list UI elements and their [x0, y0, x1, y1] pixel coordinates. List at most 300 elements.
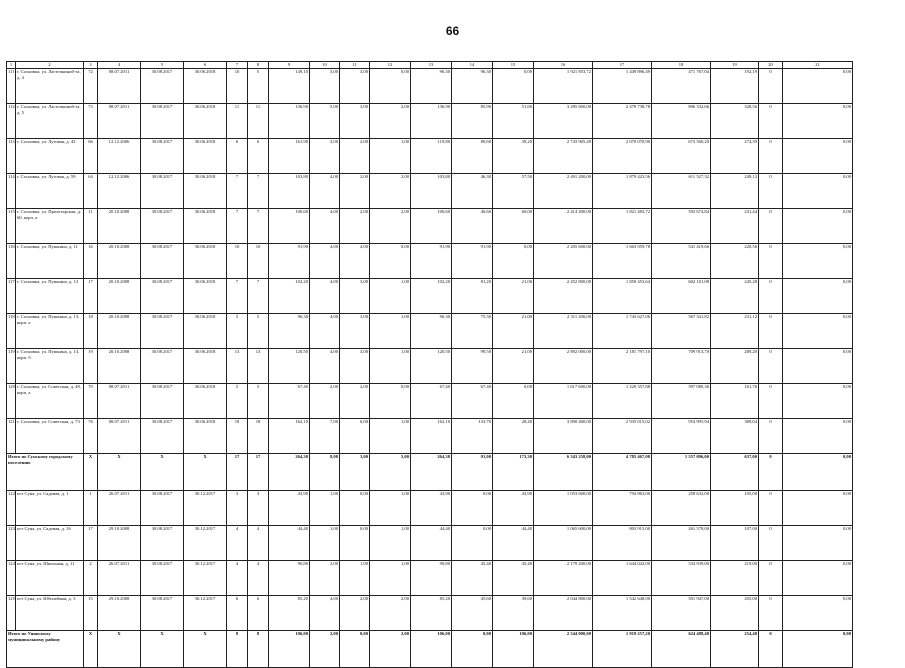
table-cell: 85,20: [269, 596, 310, 631]
table-cell: 51,60: [493, 104, 534, 139]
table-cell: 46,30: [452, 174, 493, 209]
table-cell: 67,40: [411, 384, 452, 419]
table-cell: 1 542 648,00: [593, 596, 652, 631]
table-cell: 1,00: [370, 349, 411, 384]
table-cell: 80,60: [452, 139, 493, 174]
table-row: [7, 69, 853, 104]
table-cell: 149,10: [269, 69, 310, 104]
table-cell: 637,00: [711, 454, 759, 491]
table-cell: 0,00: [340, 526, 370, 561]
table-cell: 43,90: [269, 491, 310, 526]
table-cell: 0,00: [783, 349, 853, 384]
table-cell: 397 080,36: [652, 384, 711, 419]
table-cell: X: [98, 454, 141, 491]
table-cell: 602 101,08: [652, 279, 711, 314]
table-cell: 2,00: [340, 209, 370, 244]
table-cell: 96,30: [411, 69, 452, 104]
table-cell: 389,04: [711, 419, 759, 454]
table-cell: 85,90: [452, 104, 493, 139]
table-cell: 30.06.2018: [184, 174, 227, 209]
table-cell: 0: [759, 279, 783, 314]
table-cell: 5,00: [310, 104, 340, 139]
column-number: 16: [534, 62, 593, 69]
table-cell: 19: [84, 349, 98, 384]
total-label: Итого по Унинскому муниципальному району: [7, 631, 84, 668]
table-cell: 16: [84, 244, 98, 279]
table-cell: 0,00: [340, 631, 370, 668]
table-cell: 2,00: [340, 174, 370, 209]
table-cell: 567 341,82: [652, 314, 711, 349]
table-cell: 161,76: [711, 384, 759, 419]
table-cell: 1 449 896,49: [593, 69, 652, 104]
total-label: Итого по Сунскому городскому поселению: [7, 454, 84, 491]
table-cell: 0,00: [370, 69, 411, 104]
address-cell: г. Сосновка, ул. Пушкина, д. 13, корп. б: [16, 349, 84, 384]
table-cell: 4: [227, 526, 248, 561]
table-cell: 75,30: [452, 314, 493, 349]
table-row: [7, 244, 853, 279]
table-cell: 2 892 000,00: [534, 349, 593, 384]
table-cell: X: [141, 631, 184, 668]
page-number: 66: [445, 24, 460, 38]
table-cell: 85,20: [411, 596, 452, 631]
table-cell: 1 053 600,00: [534, 491, 593, 526]
table-cell: 96,30: [452, 69, 493, 104]
table-cell: 90,80: [411, 561, 452, 596]
table-cell: 2: [84, 561, 98, 596]
table-cell: 4: [248, 526, 269, 561]
table-cell: 4,00: [340, 244, 370, 279]
address-cell: пгт Суна, ул. Садовая, д. 16: [16, 526, 84, 561]
column-number: 15: [493, 62, 534, 69]
table-cell: 45,60: [452, 596, 493, 631]
table-row: [7, 174, 853, 209]
table-cell: 8: [248, 631, 269, 668]
table-cell: 6 343 258,00: [534, 454, 593, 491]
table-cell: 08.07.2011: [98, 104, 141, 139]
table-cell: 1 879 423,56: [593, 174, 652, 209]
address-cell: г. Сосновка, ул. Советская, д. 48, корп. а: [16, 384, 84, 419]
table-cell: 118: [7, 314, 16, 349]
column-number: 10: [310, 62, 340, 69]
table-cell: 6: [248, 596, 269, 631]
table-cell: 0: [759, 244, 783, 279]
table-cell: 90,80: [269, 561, 310, 596]
table-cell: 12.12.2006: [98, 174, 141, 209]
table-cell: 0,00: [783, 454, 853, 491]
table-cell: 30.06.2018: [184, 69, 227, 104]
table-cell: 17: [84, 526, 98, 561]
table-cell: 0: [759, 631, 783, 668]
table-cell: 102,20: [411, 279, 452, 314]
table-cell: 0: [759, 209, 783, 244]
total-row: [7, 454, 853, 491]
table-cell: 0,00: [452, 526, 493, 561]
table-row: [7, 561, 853, 596]
table-cell: 67,40: [452, 384, 493, 419]
table-cell: 3,00: [340, 314, 370, 349]
table-cell: X: [98, 631, 141, 668]
table-cell: 102,20: [269, 279, 310, 314]
table-cell: 0: [759, 349, 783, 384]
table-cell: 60,00: [493, 209, 534, 244]
table-row: [7, 526, 853, 561]
table-cell: 0,00: [783, 631, 853, 668]
table-cell: 20.10.2008: [98, 279, 141, 314]
table-cell: 0,00: [783, 491, 853, 526]
table-cell: 7,00: [310, 419, 340, 454]
address-cell: г. Сосновка, ул. Ласточкиной-та, д. 4: [16, 69, 84, 104]
table-cell: 1,00: [370, 139, 411, 174]
table-cell: 1 220 357,88: [593, 384, 652, 419]
table-cell: 30.08.2017: [141, 349, 184, 384]
table-cell: 39,20: [493, 139, 534, 174]
address-cell: пгт Суна, ул. Юбилейная, д. 3: [16, 596, 84, 631]
table-cell: 0: [759, 419, 783, 454]
table-cell: 3,00: [340, 104, 370, 139]
table-cell: 18: [248, 419, 269, 454]
table-row: [7, 314, 853, 349]
table-cell: 117: [7, 279, 16, 314]
table-cell: 0: [759, 454, 783, 491]
table-cell: 21,00: [493, 349, 534, 384]
address-cell: пгт Суна, ул. Школьная, д. 11: [16, 561, 84, 596]
table-cell: 91,90: [269, 244, 310, 279]
table-cell: 2 414 400,00: [534, 209, 593, 244]
table-cell: 2,00: [370, 174, 411, 209]
column-number: 14: [452, 62, 493, 69]
table-cell: 2 935 015,02: [593, 419, 652, 454]
table-cell: 114: [7, 174, 16, 209]
table-cell: 125: [7, 596, 16, 631]
table-cell: 1,00: [310, 491, 340, 526]
column-number: 18: [652, 62, 711, 69]
table-cell: 30.12.2017: [184, 526, 227, 561]
address-cell: г. Сосновка, ул. Пушкина, д. 11: [16, 244, 84, 279]
column-number: 4: [98, 62, 141, 69]
table-cell: 2 743 905,49: [534, 139, 593, 174]
table-cell: 57,50: [493, 174, 534, 209]
table-cell: 1 743 627,06: [593, 314, 652, 349]
table-cell: 103,80: [269, 174, 310, 209]
table-cell: 0,00: [493, 244, 534, 279]
table-cell: 264,30: [269, 454, 310, 491]
table-cell: 794 863,00: [593, 491, 652, 526]
address-cell: г. Сосновка, ул. Советская, д. 73: [16, 419, 84, 454]
table-cell: 4 785 467,00: [593, 454, 652, 491]
table-cell: 0,00: [783, 561, 853, 596]
table-row: [7, 384, 853, 419]
table-row: [7, 419, 853, 454]
table-cell: 2 205 600,00: [534, 244, 593, 279]
table-cell: 4,00: [310, 174, 340, 209]
table-cell: 2 181 797,10: [593, 349, 652, 384]
table-cell: 2,00: [370, 209, 411, 244]
table-cell: 2,00: [370, 631, 411, 668]
table-cell: 30.06.2018: [184, 139, 227, 174]
column-number: 7: [227, 62, 248, 69]
table-cell: 17: [248, 454, 269, 491]
table-cell: 3 285 600,00: [534, 104, 593, 139]
column-number: 17: [593, 62, 652, 69]
table-cell: 4,00: [310, 596, 340, 631]
table-cell: 1 663 959,78: [593, 244, 652, 279]
table-cell: 258 632,00: [652, 491, 711, 526]
table-cell: 120,50: [411, 349, 452, 384]
table-cell: 0,00: [783, 174, 853, 209]
table-cell: 2,00: [370, 596, 411, 631]
table-cell: 1,00: [340, 561, 370, 596]
address-cell: пгт Суна, ул. Садовая, д. 1: [16, 491, 84, 526]
table-cell: 7: [248, 279, 269, 314]
address-cell: г. Сосновка, ул. Луговая, д. 59: [16, 174, 84, 209]
table-cell: 249,12: [711, 174, 759, 209]
table-cell: 0: [759, 69, 783, 104]
table-cell: 5,00: [370, 454, 411, 491]
table-cell: 30.08.2017: [141, 596, 184, 631]
table-row: [7, 596, 853, 631]
table-cell: 10: [227, 244, 248, 279]
table-cell: 1 919 257,20: [593, 631, 652, 668]
address-cell: г. Сосновка, ул. Луговая, д. 43: [16, 139, 84, 174]
table-cell: 2 544 000,00: [534, 631, 593, 668]
table-cell: 231,12: [711, 314, 759, 349]
table-cell: 10: [227, 69, 248, 104]
table-cell: 241,44: [711, 209, 759, 244]
table-cell: 30.06.2018: [184, 349, 227, 384]
table-cell: 3,00: [310, 69, 340, 104]
table-cell: 26.07.2011: [98, 491, 141, 526]
table-cell: 624 488,40: [652, 631, 711, 668]
column-number: 1: [7, 62, 16, 69]
table-cell: 7: [227, 209, 248, 244]
data-table: [6, 61, 853, 668]
table-cell: X: [84, 454, 98, 491]
table-cell: 162,10: [411, 419, 452, 454]
table-cell: 1,00: [370, 314, 411, 349]
table-cell: 954 995,94: [652, 419, 711, 454]
table-cell: 136,90: [269, 104, 310, 139]
table-cell: 501 947,00: [652, 596, 711, 631]
table-cell: 261 578,00: [652, 526, 711, 561]
table-cell: 2,00: [310, 561, 340, 596]
table-cell: 30.06.2018: [184, 279, 227, 314]
table-cell: 18: [227, 419, 248, 454]
table-cell: 4,00: [310, 209, 340, 244]
table-cell: 1 850 453,64: [593, 279, 652, 314]
table-cell: 6: [248, 139, 269, 174]
table-cell: 0,00: [783, 279, 853, 314]
table-cell: 2 452 800,00: [534, 279, 593, 314]
table-cell: 72: [84, 69, 98, 104]
table-cell: 20.10.2008: [98, 244, 141, 279]
table-cell: 3,00: [340, 69, 370, 104]
table-cell: 3,00: [340, 454, 370, 491]
table-cell: 161,90: [269, 139, 310, 174]
table-cell: 0: [759, 491, 783, 526]
table-cell: 673 560,20: [652, 139, 711, 174]
table-cell: 2,00: [310, 631, 340, 668]
table-cell: 44,40: [269, 526, 310, 561]
column-number: 6: [184, 62, 227, 69]
table-cell: 219,00: [711, 561, 759, 596]
table-cell: 1,00: [310, 526, 340, 561]
column-number: 13: [411, 62, 452, 69]
table-cell: 08.07.2011: [98, 69, 141, 104]
table-row: [7, 349, 853, 384]
table-cell: 122: [7, 491, 16, 526]
table-cell: 0,00: [783, 596, 853, 631]
table-cell: 112: [7, 104, 16, 139]
table-cell: 264,30: [411, 454, 452, 491]
table-cell: 120,50: [269, 349, 310, 384]
column-number: 21: [783, 62, 853, 69]
table-cell: 43,90: [411, 491, 452, 526]
table-cell: 3 890 400,00: [534, 419, 593, 454]
table-cell: 4,00: [310, 314, 340, 349]
table-cell: 99,50: [452, 349, 493, 384]
table-cell: 0: [759, 314, 783, 349]
table-cell: 0,00: [783, 384, 853, 419]
table-cell: 2,00: [340, 384, 370, 419]
table-cell: 44,40: [411, 526, 452, 561]
table-cell: 611 527,32: [652, 174, 711, 209]
table-cell: 3: [227, 491, 248, 526]
table-cell: 70: [84, 384, 98, 419]
table-cell: X: [84, 631, 98, 668]
table-cell: 30.08.2017: [141, 244, 184, 279]
table-cell: 30.12.2017: [184, 561, 227, 596]
table-cell: 30.08.2017: [141, 209, 184, 244]
table-cell: 30.08.2017: [141, 561, 184, 596]
table-cell: 96,30: [269, 314, 310, 349]
table-cell: 2 311 200,00: [534, 314, 593, 349]
table-cell: 1 617 600,00: [534, 384, 593, 419]
table-cell: 2 070 070,90: [593, 139, 652, 174]
column-number: 3: [84, 62, 98, 69]
table-cell: 4,00: [310, 244, 340, 279]
table-cell: 6,00: [340, 419, 370, 454]
table-row: [7, 139, 853, 174]
table-cell: 08.07.2011: [98, 419, 141, 454]
table-cell: 81,20: [452, 279, 493, 314]
table-cell: 21,00: [493, 279, 534, 314]
table-cell: 11: [84, 209, 98, 244]
column-number: 8: [248, 62, 269, 69]
address-cell: г. Сосновка, ул. Ласточкиной-та, д. 5: [16, 104, 84, 139]
table-row: [7, 209, 853, 244]
table-cell: 64: [84, 174, 98, 209]
table-cell: 709 913,70: [652, 349, 711, 384]
table-cell: 106,00: [493, 631, 534, 668]
table-cell: 30.06.2018: [184, 244, 227, 279]
table-cell: 0,00: [493, 384, 534, 419]
table-cell: 21,00: [493, 314, 534, 349]
table-cell: 73: [84, 104, 98, 139]
table-cell: 5: [248, 314, 269, 349]
table-cell: 107,00: [711, 526, 759, 561]
table-cell: 173,30: [493, 454, 534, 491]
table-cell: 0: [759, 526, 783, 561]
table-cell: 0,00: [783, 314, 853, 349]
table-cell: 1,00: [370, 561, 411, 596]
table-cell: 0,00: [370, 384, 411, 419]
table-cell: 30.08.2017: [141, 174, 184, 209]
table-cell: 6: [227, 139, 248, 174]
table-cell: 592 674,84: [652, 209, 711, 244]
table-cell: 12.12.2006: [98, 139, 141, 174]
table-cell: 7: [227, 174, 248, 209]
table-cell: 133,70: [452, 419, 493, 454]
table-cell: 0,00: [370, 244, 411, 279]
table-cell: 17: [84, 279, 98, 314]
table-cell: 115: [7, 209, 16, 244]
column-number: 20: [759, 62, 783, 69]
table-cell: 20.10.2008: [98, 314, 141, 349]
table-cell: 30.06.2018: [184, 104, 227, 139]
table-cell: 30.12.2017: [184, 491, 227, 526]
table-cell: 119: [7, 349, 16, 384]
table-cell: 40,60: [452, 209, 493, 244]
table-cell: 10: [248, 244, 269, 279]
table-cell: 0,00: [340, 491, 370, 526]
table-cell: X: [184, 631, 227, 668]
table-cell: 30.06.2018: [184, 419, 227, 454]
table-cell: 7: [227, 279, 248, 314]
table-row: [7, 104, 853, 139]
table-cell: 0,00: [783, 69, 853, 104]
table-cell: 39,60: [493, 596, 534, 631]
table-cell: 0: [759, 174, 783, 209]
table-cell: 120: [7, 384, 16, 419]
table-cell: 1 557 096,00: [652, 454, 711, 491]
table-cell: 4,00: [310, 349, 340, 384]
table-cell: 30.08.2017: [141, 104, 184, 139]
table-cell: 0: [759, 384, 783, 419]
column-number: 9: [269, 62, 310, 69]
table-cell: 30.08.2017: [141, 384, 184, 419]
table-cell: 113: [7, 139, 16, 174]
table-cell: 96,30: [411, 314, 452, 349]
table-cell: 4: [227, 561, 248, 596]
column-number-row: [7, 62, 853, 69]
table-cell: 541 419,66: [652, 244, 711, 279]
table-cell: 534 939,00: [652, 561, 711, 596]
column-number: 12: [370, 62, 411, 69]
table-cell: X: [184, 454, 227, 491]
table-cell: 29.10.2008: [98, 596, 141, 631]
table-cell: 17: [227, 454, 248, 491]
table-cell: 105,00: [711, 491, 759, 526]
table-cell: 13: [227, 349, 248, 384]
table-cell: X: [141, 454, 184, 491]
table-cell: 0,00: [783, 139, 853, 174]
table-cell: 0,00: [783, 244, 853, 279]
table-cell: 0,00: [493, 69, 534, 104]
table-cell: 0,00: [452, 631, 493, 668]
table-cell: 2,00: [310, 384, 340, 419]
address-cell: г. Сосновка, ул. Пушкина, д. 13, корп. а: [16, 314, 84, 349]
table-cell: 1,00: [370, 279, 411, 314]
table-cell: 471 767,04: [652, 69, 711, 104]
table-cell: 106,00: [269, 631, 310, 668]
table-cell: 100,60: [269, 209, 310, 244]
table-cell: 806 332,66: [652, 104, 711, 139]
table-cell: 0,00: [452, 491, 493, 526]
table-cell: 121: [7, 419, 16, 454]
table-cell: 30.08.2017: [141, 419, 184, 454]
table-cell: 5: [248, 69, 269, 104]
